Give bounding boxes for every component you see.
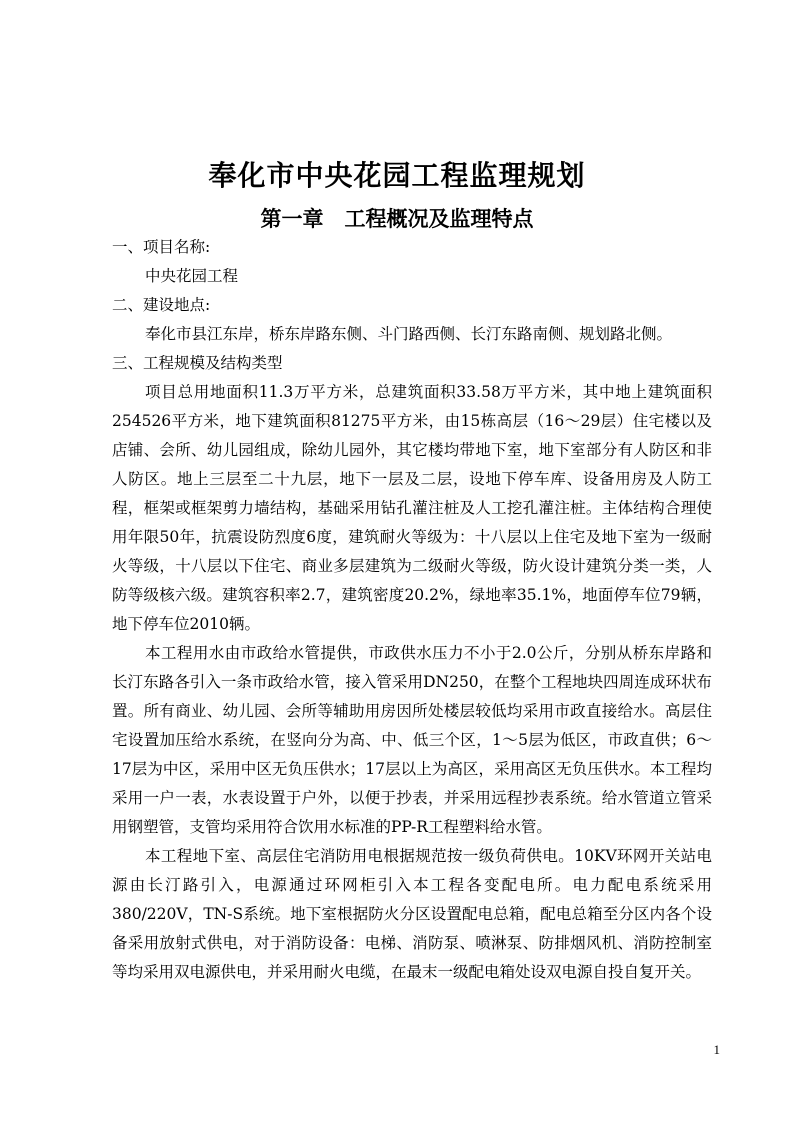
section-heading-location: 二、建设地点: <box>112 296 211 314</box>
page-number: 1 <box>713 1042 720 1057</box>
section-heading-project-name: 一、项目名称: <box>112 238 211 256</box>
chapter-heading: 第一章 工程概况及监理特点 <box>260 206 534 231</box>
paragraph-project-scale: 项目总用地面积11.3万平方米，总建筑面积33.58万平方米，其中地上建筑面积254526平方米，地下建筑面积81275平方米，由15栋高层（16～29层）住宅楼以及店铺、会所、幼儿园组成，除幼儿园外，其它楼均带地下室，地下室部分有人防区和非人防区。地上三层至二十九层，地下一层及二层，设地下停车库、设备用房及人防工程，框架或框架剪力墙结构，基础采用钻孔灌注桩及人工挖孔灌注桩。主体结构合理使用年限50年，抗震设防烈度6度，建筑耐火等级为：十八层以上住宅及地下室为一级耐火等级，十八层以下住宅、商业多层建筑为二级耐火等级，防火设计建筑分类一类，人防等级核六级。建筑容积率2.7，建筑密度20.2%，绿地率35.1%，地面停车位79辆，地下停车位2010辆。 <box>112 383 712 633</box>
location-value: 奉化市县江东岸，桥东岸路东侧、斗门路西侧、长汀东路南侧、规划路北侧。 <box>145 325 673 343</box>
document-title: 奉化市中央花园工程监理规划 <box>208 159 586 192</box>
section-heading-scale: 三、工程规模及结构类型 <box>112 354 283 372</box>
paragraph-power-supply: 本工程地下室、高层住宅消防用电根据规范按一级负荷供电。10KV环网开关站电源由长汀路引入，电源通过环网柜引入本工程各变配电所。电力配电系统采用380/220V，TN-S系统。地下室根据防火分区设置配电总箱，配电总箱至分区内各个设备采用放射式供电，对于消防设备：电梯、消防泵、喷淋泵、防排烟风机、消防控制室等均采用双电源供电，并采用耐火电缆，在最末一级配电箱处设双电源自投自复开关。 <box>112 847 712 981</box>
paragraph-water-supply: 本工程用水由市政给水管提供，市政供水压力不小于2.0公斤，分别从桥东岸路和长汀东路各引入一条市政给水管，接入管采用DN250，在整个工程地块四周连成环状布置。所有商业、幼儿园、会所等辅助用房因所处楼层较低均采用市政直接给水。高层住宅设置加压给水系统，在竖向分为高、中、低三个区，1～5层为低区，市政直供；6～17层为中区，采用中区无负压供水；17层以上为高区，采用高区无负压供水。本工程均采用一户一表，水表设置于户外，以便于抄表，并采用远程抄表系统。给水管道立管采用钢塑管，支管均采用符合饮用水标准的PP-R工程塑料给水管。 <box>112 644 712 836</box>
project-name-value: 中央花园工程 <box>145 267 239 285</box>
document-body <box>112 233 712 987</box>
